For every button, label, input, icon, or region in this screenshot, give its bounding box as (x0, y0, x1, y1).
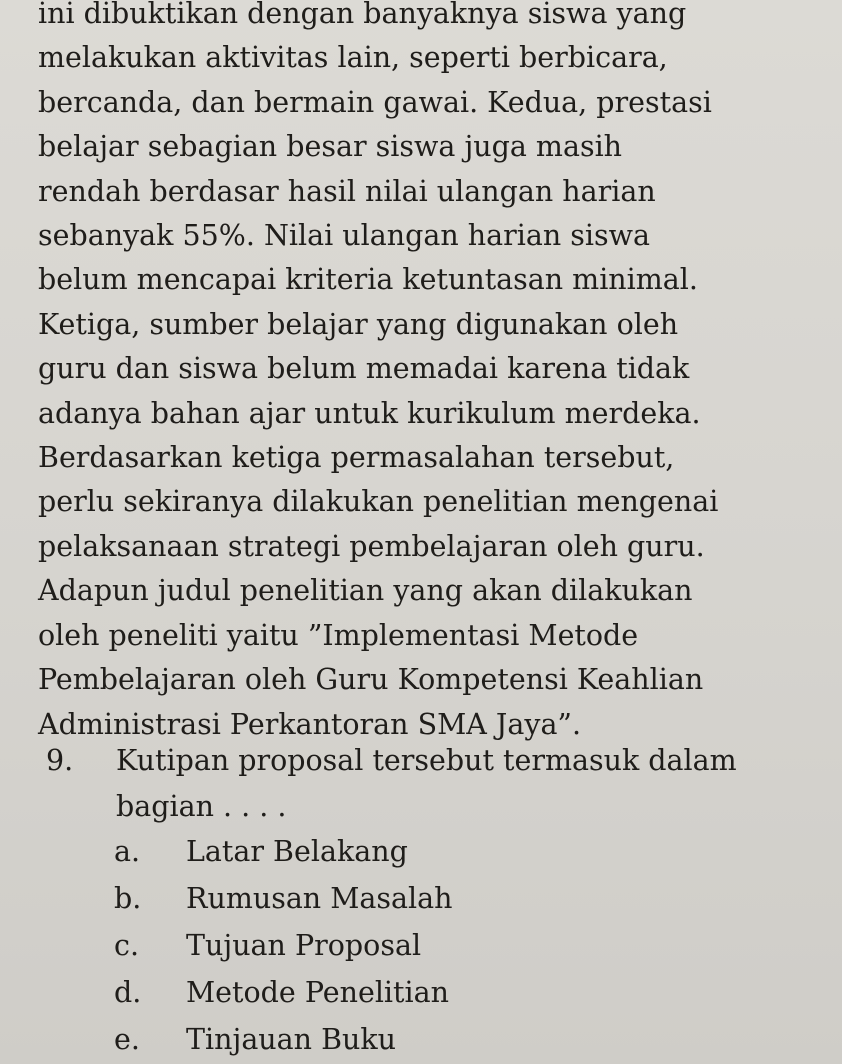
option-letter: b. (114, 882, 142, 915)
passage-line: Adapun judul penelitian yang akan dilakukan (38, 574, 693, 608)
option-letter: c. (114, 929, 140, 962)
question-number: 9. (46, 744, 74, 777)
option-text: Metode Penelitian (186, 976, 449, 1009)
option-text: Latar Belakang (186, 835, 408, 868)
question-stem-text: Kutipan proposal tersebut termasuk dalam (116, 744, 737, 777)
passage-line: rendah berdasar hasil nilai ulangan harian (38, 174, 656, 208)
question-stem-line-1 (46, 738, 826, 784)
question-stem-line-2: bagian . . . . (116, 790, 287, 823)
passage-line: Administrasi Perkantoran SMA Jaya”. (38, 707, 582, 741)
passage-line: belum mencapai kriteria ketuntasan minimal. (38, 263, 698, 297)
passage-line: belajar sebagian besar siswa juga masih (38, 130, 623, 164)
option-letter: a. (114, 835, 141, 868)
passage-line: bercanda, dan bermain gawai. Kedua, prestasi (38, 85, 712, 119)
option-text: Tujuan Proposal (186, 929, 422, 962)
answer-options (114, 828, 452, 1063)
passage-line: sebanyak 55%. Nilai ulangan harian siswa (38, 219, 651, 253)
option-letter: d. (114, 976, 142, 1009)
option-b[interactable] (114, 875, 452, 922)
question-9 (46, 738, 826, 830)
option-c[interactable] (114, 922, 452, 969)
option-e[interactable] (114, 1016, 452, 1063)
passage-line: pelaksanaan strategi pembelajaran oleh guru. (38, 529, 705, 563)
passage-text (38, 0, 828, 747)
passage-line: perlu sekiranya dilakukan penelitian mengenai (38, 485, 719, 519)
passage-line: adanya bahan ajar untuk kurikulum merdeka. (38, 396, 701, 430)
passage-line: ini dibuktikan dengan banyaknya siswa yang (38, 0, 687, 30)
option-a[interactable] (114, 828, 452, 875)
passage-line: Pembelajaran oleh Guru Kompetensi Keahlian (38, 663, 704, 697)
passage-line: melakukan aktivitas lain, seperti berbicara, (38, 41, 668, 75)
passage-line: oleh peneliti yaitu ”Implementasi Metode (38, 618, 639, 652)
passage-line: guru dan siswa belum memadai karena tidak (38, 352, 690, 386)
option-d[interactable] (114, 969, 452, 1016)
passage-line: Berdasarkan ketiga permasalahan tersebut, (38, 441, 675, 475)
option-text: Tinjauan Buku (186, 1023, 396, 1056)
option-letter: e. (114, 1023, 140, 1056)
passage-line: Ketiga, sumber belajar yang digunakan oleh (38, 307, 679, 341)
option-text: Rumusan Masalah (186, 882, 453, 915)
